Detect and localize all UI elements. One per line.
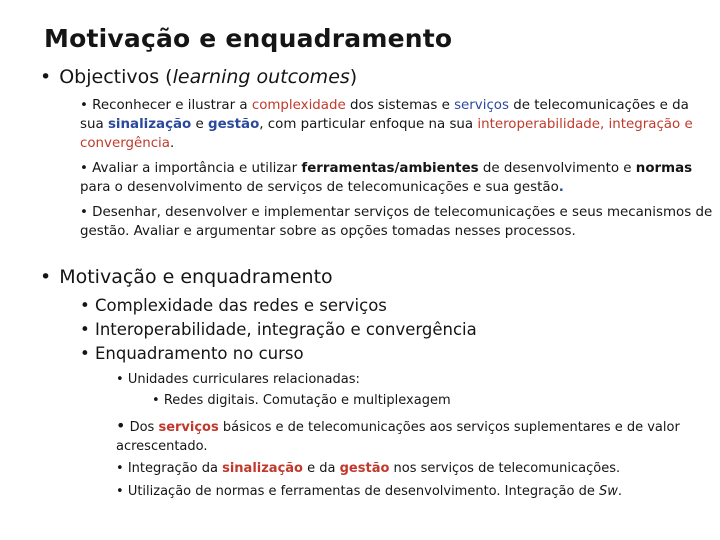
bullet: • [152,393,160,408]
slide-title: Motivação e enquadramento [44,24,453,53]
motivation-item-course: • Enquadramento no curso [80,344,304,363]
services-item: • Dos serviços básicos e de telecomunicações aos serviços suplementares e de valor acrescentado. [116,416,680,454]
signalling-integration-item: • Integração da sinalização e da gestão nos serviços de telecomunicações. [116,461,621,476]
course-units-item: • Unidades curriculares relacionadas: [116,372,360,387]
bullet: • [116,372,124,387]
bullet: • [116,461,124,476]
motivation-heading: • Motivação e enquadramento [40,266,333,288]
digital-networks-item: • Redes digitais. Comutação e multiplexagem [152,393,451,408]
bullet: • [80,161,88,176]
bullet: • [40,266,52,288]
bullet: • [116,484,124,499]
bullet: • [40,66,52,88]
objective-paragraph-2: • Avaliar a importância e utilizar ferramentas/ambientes de desenvolvimento e normas para o desenvolvimento de serviços de telecomunicações e sua gestão. [80,161,693,195]
motivation-item-complexity: • Complexidade das redes e serviços [80,296,387,315]
motivation-item-interoperability: • Interoperabilidade, integração e convergência [80,320,477,339]
bullet: • [116,416,126,435]
bullet: • [80,320,90,339]
standards-tools-item: • Utilização de normas e ferramentas de desenvolvimento. Integração de Sw. [116,484,623,499]
bullet: • [80,296,90,315]
objective-paragraph-3: • Desenhar, desenvolver e implementar serviços de telecomunicações e seus mecanismos de gestão. Avaliar e argumentar sobre as opções tomadas nesses processos. [80,205,713,239]
bullet: • [80,98,88,113]
objective-paragraph-1: • Reconhecer e ilustrar a complexidade dos sistemas e serviços de telecomunicações e da sua sinalização e gestão, com particular enfoque na sua interoperabilidade, integração e convergência. [80,98,693,151]
bullet: • [80,344,90,363]
objectives-heading: • Objectivos (learning outcomes) [40,66,358,88]
bullet: • [80,205,88,220]
